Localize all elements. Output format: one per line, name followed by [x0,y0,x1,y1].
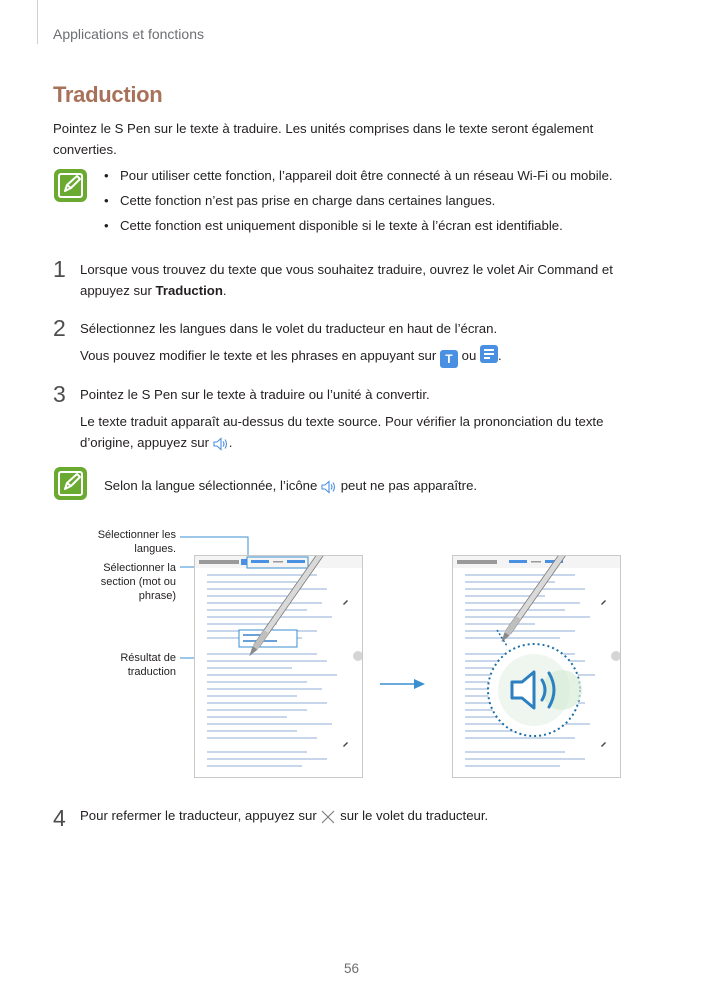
section-header: Applications et fonctions [53,26,204,42]
step-text-part: ou [461,348,477,363]
step-text-part: Vous pouvez modifier le texte et les phrases en appuyant sur [80,348,437,363]
step-line: Le texte traduit apparaît au-dessus du texte source. Pour vérifier la prononciation du texte [80,414,604,429]
note-text-part: peut ne pas apparaître. [340,478,478,493]
step-line: Pointez le S Pen sur le texte à traduire ou l’unité à convertir. [80,387,430,402]
callout-line: section (mot ou [100,576,176,588]
step-number: 4 [53,805,66,831]
callout-line: phrase) [138,590,176,602]
device-screenshot-translator [194,555,363,778]
step-text-part: . [228,435,233,450]
callout-line: Résultat de [120,652,176,664]
magnified-speaker-button [484,640,584,740]
bullet-dot: • [104,218,109,233]
step-text-part: . [222,283,227,298]
page-number: 56 [343,961,360,976]
note-text: Pour utiliser cette fonction, l’appareil doit être connecté à un réseau Wi-Fi ou mobile. [120,168,613,183]
step-number: 1 [53,256,66,282]
step-text-part: sur le volet du traducteur. [340,808,489,823]
callout-line: langues. [134,543,176,555]
bullet-dot: • [104,168,109,183]
note-text: Cette fonction n’est pas prise en charge dans certaines langues. [120,193,496,208]
step-number: 3 [53,381,66,407]
note-text-part: Selon la langue sélectionnée, l’icône [104,478,318,493]
step-text-part: d’origine, appuyez sur [80,435,210,450]
callout-line: traduction [127,666,176,678]
menu-option-name: Traduction [155,283,223,298]
bullet-dot: • [104,193,109,208]
close-icon [320,810,336,824]
step-text-part: Pour refermer le traducteur, appuyez sur [80,808,317,823]
step-text-part: . [497,348,502,363]
step-line: Sélectionnez les langues dans le volet du traducteur en haut de l’écran. [80,321,498,336]
step-text-part: appuyez sur [80,283,156,298]
intro-paragraph: Pointez le S Pen sur le texte à traduire. Les unités comprises dans le texte seront également converties. [53,121,594,157]
step-number: 2 [53,315,66,341]
page-title: Traduction [53,82,163,107]
callout-line: Sélectionner la [103,562,176,574]
magnifier-pointer-line [493,628,513,648]
callout-line: Sélectionner les [97,529,176,541]
step-line: Lorsque vous trouvez du texte que vous souhaitez traduire, ouvrez le volet Air Command et [80,262,613,277]
note-text: Cette fonction est uniquement disponible si le texte à l’écran est identifiable. [120,218,563,233]
text-mode-icon: T [440,350,458,368]
step-4-text [80,808,488,824]
